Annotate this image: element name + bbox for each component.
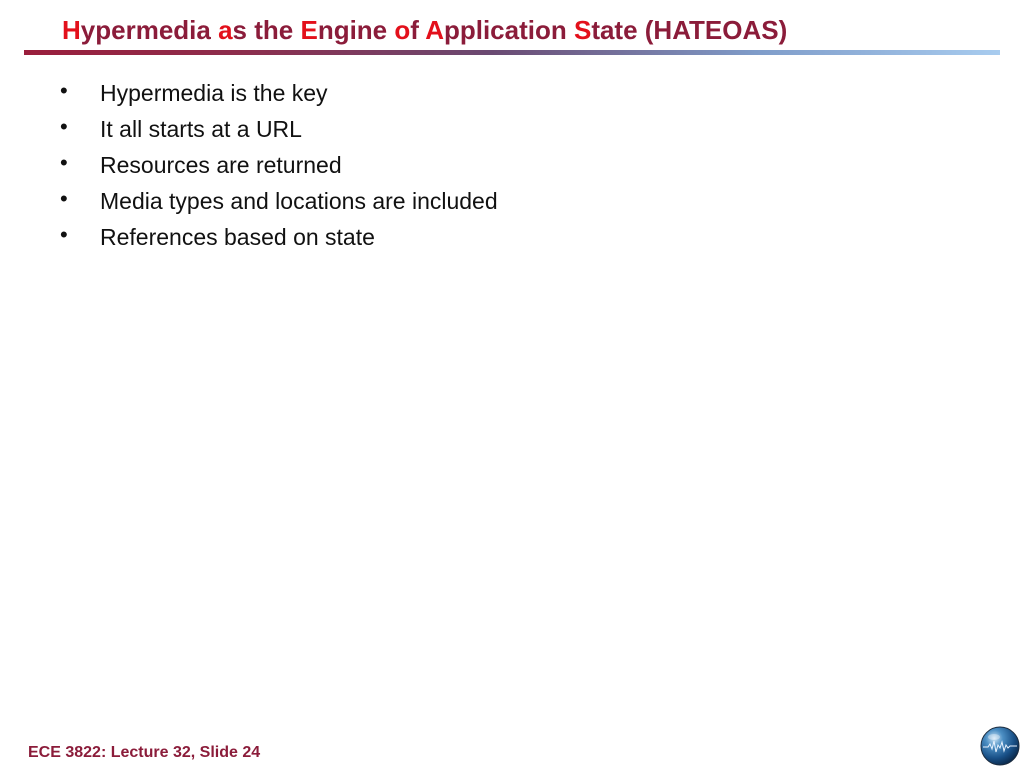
- bullet-text: Media types and locations are included: [100, 188, 498, 214]
- title-segment: o: [394, 15, 411, 45]
- title-segment: E: [300, 15, 318, 45]
- slide-title: [62, 14, 787, 46]
- globe-waveform-icon: [980, 726, 1020, 766]
- title-segment: a: [218, 15, 233, 45]
- bullet-item: [60, 148, 498, 184]
- title-segment: tate (HATEOAS): [591, 15, 788, 45]
- title-segment: A: [425, 15, 444, 45]
- bullet-marker: •: [60, 114, 68, 139]
- title-segment: pplication: [443, 15, 574, 45]
- bullet-marker: •: [60, 150, 68, 175]
- title-divider: [24, 50, 1000, 55]
- title-segment: ngine: [317, 15, 395, 45]
- bullet-list: [60, 76, 498, 256]
- bullet-item: [60, 76, 498, 112]
- bullet-marker: •: [60, 222, 68, 247]
- title-segment: S: [573, 15, 592, 45]
- bullet-text: Hypermedia is the key: [100, 80, 328, 106]
- title-segment: s the: [232, 15, 301, 45]
- bullet-text: Resources are returned: [100, 152, 342, 178]
- bullet-item: [60, 220, 498, 256]
- slide-footer: ECE 3822: Lecture 32, Slide 24: [28, 744, 261, 761]
- bullet-text: References based on state: [100, 224, 375, 250]
- bullet-text: It all starts at a URL: [100, 116, 302, 142]
- bullet-item: [60, 112, 498, 148]
- bullet-marker: •: [60, 78, 68, 103]
- title-segment: H: [62, 15, 81, 45]
- title-segment: f: [410, 15, 426, 45]
- title-segment: ypermedia: [80, 15, 219, 45]
- bullet-item: [60, 184, 498, 220]
- bullet-marker: •: [60, 186, 68, 211]
